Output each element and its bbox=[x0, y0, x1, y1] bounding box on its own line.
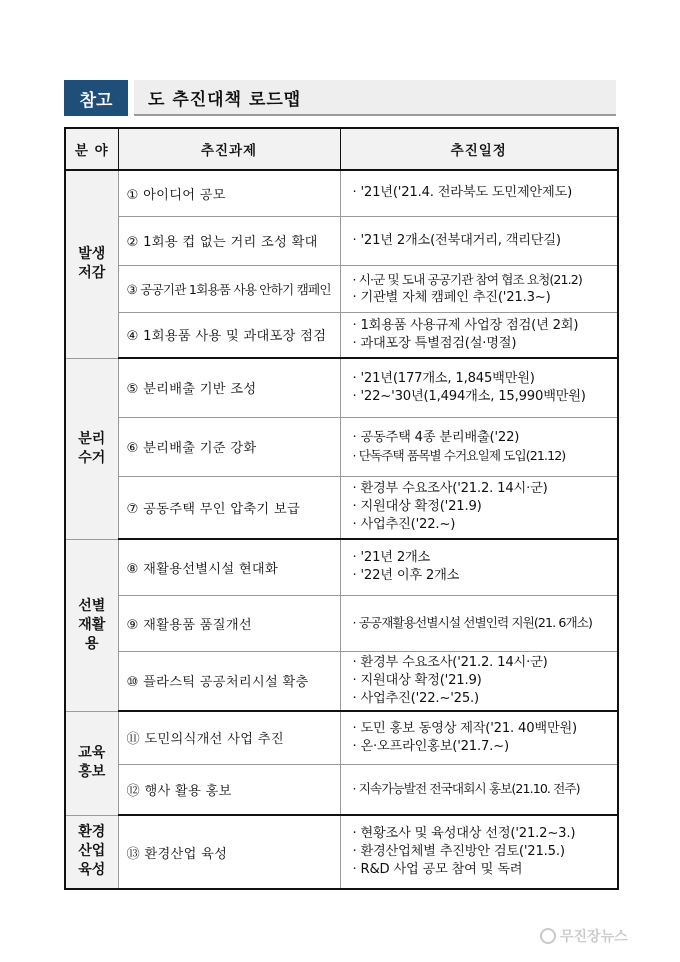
table-row bbox=[65, 417, 618, 476]
task-cell: ⑨ 재활용품 품질개선 bbox=[118, 595, 340, 651]
task-cell: ⑬ 환경산업 육성 bbox=[118, 815, 340, 889]
table-row bbox=[65, 358, 618, 417]
table-row bbox=[65, 312, 618, 358]
task-cell: ⑤ 분리배출 기반 조성 bbox=[118, 358, 340, 417]
task-cell: ⑦ 공동주택 무인 압축기 보급 bbox=[118, 476, 340, 539]
task-cell: ③ 공공기관 1회용품 사용 안하기 캠페인 bbox=[118, 265, 340, 312]
column-header-task: 추진과제 bbox=[118, 128, 340, 170]
task-cell: ④ 1회용품 사용 및 과대포장 점검 bbox=[118, 312, 340, 358]
schedule-cell: · 1회용품 사용규제 사업장 점검(년 2회) · 과대포장 특별점검(설·명절) bbox=[340, 312, 618, 358]
table-row bbox=[65, 815, 618, 889]
category-cell: 선별 재활 용 bbox=[65, 539, 118, 711]
task-cell: ⑥ 분리배출 기준 강화 bbox=[118, 417, 340, 476]
category-cell: 분리 수거 bbox=[65, 358, 118, 539]
schedule-cell: · '21년('21.4. 전라북도 도민제안제도) bbox=[340, 170, 618, 216]
schedule-cell: · 시·군 및 도내 공공기관 참여 협조 요청(21.2) · 기관별 자체 캠페인 추진('21.3~) bbox=[340, 265, 618, 312]
table-row bbox=[65, 764, 618, 815]
watermark-text: 무진장뉴스 bbox=[560, 929, 628, 945]
section-header bbox=[64, 80, 616, 116]
table-row bbox=[65, 711, 618, 764]
roadmap-table bbox=[64, 127, 619, 890]
table-row bbox=[65, 265, 618, 312]
category-cell: 환경 산업 육성 bbox=[65, 815, 118, 889]
column-header-schedule: 추진일정 bbox=[340, 128, 618, 170]
category-cell: 발생 저감 bbox=[65, 170, 118, 358]
table-row bbox=[65, 170, 618, 216]
table-row bbox=[65, 476, 618, 539]
table-header-row bbox=[65, 128, 618, 170]
task-cell: ⑪ 도민의식개선 사업 추진 bbox=[118, 711, 340, 764]
page-title: 도 추진대책 로드맵 bbox=[134, 80, 616, 116]
schedule-cell: · '21년 2개소(전북대거리, 객리단길) bbox=[340, 216, 618, 265]
table-row bbox=[65, 651, 618, 711]
reference-tag: 참고 bbox=[64, 80, 128, 116]
schedule-cell: · '21년 2개소 · '22년 이후 2개소 bbox=[340, 539, 618, 595]
table-row bbox=[65, 539, 618, 595]
task-cell: ② 1회용 컵 없는 거리 조성 확대 bbox=[118, 216, 340, 265]
schedule-cell: · '21년(177개소, 1,845백만원) · '22~'30년(1,494개소, 15,990백만원) bbox=[340, 358, 618, 417]
task-cell: ① 아이디어 공모 bbox=[118, 170, 340, 216]
table-row bbox=[65, 216, 618, 265]
schedule-cell: · 공동주택 4종 분리배출('22) · 단독주택 품목별 수거요일제 도입(21.12) bbox=[340, 417, 618, 476]
schedule-cell: · 도민 홍보 동영상 제작('21. 40백만원) · 온·오프라인홍보('21.7.~) bbox=[340, 711, 618, 764]
schedule-cell: · 환경부 수요조사('21.2. 14시·군) · 지원대상 확정('21.9) · 사업추진('22.~'25.) bbox=[340, 651, 618, 711]
schedule-cell: · 현황조사 및 육성대상 선정('21.2~3.) · 환경산업체별 추진방안 검토('21.5.) · R&D 사업 공모 참여 및 독려 bbox=[340, 815, 618, 889]
task-cell: ⑩ 플라스틱 공공처리시설 확충 bbox=[118, 651, 340, 711]
watermark bbox=[540, 926, 628, 946]
schedule-cell: · 공공재활용선별시설 선별인력 지원(21. 6개소) bbox=[340, 595, 618, 651]
column-header-category: 분 야 bbox=[65, 128, 118, 170]
schedule-cell: · 환경부 수요조사('21.2. 14시·군) · 지원대상 확정('21.9) · 사업추진('22.~) bbox=[340, 476, 618, 539]
table-row bbox=[65, 595, 618, 651]
task-cell: ⑫ 행사 활용 홍보 bbox=[118, 764, 340, 815]
schedule-cell: · 지속가능발전 전국대회시 홍보(21.10. 전주) bbox=[340, 764, 618, 815]
category-cell: 교육 홍보 bbox=[65, 711, 118, 815]
watermark-logo-icon bbox=[540, 928, 556, 944]
task-cell: ⑧ 재활용선별시설 현대화 bbox=[118, 539, 340, 595]
